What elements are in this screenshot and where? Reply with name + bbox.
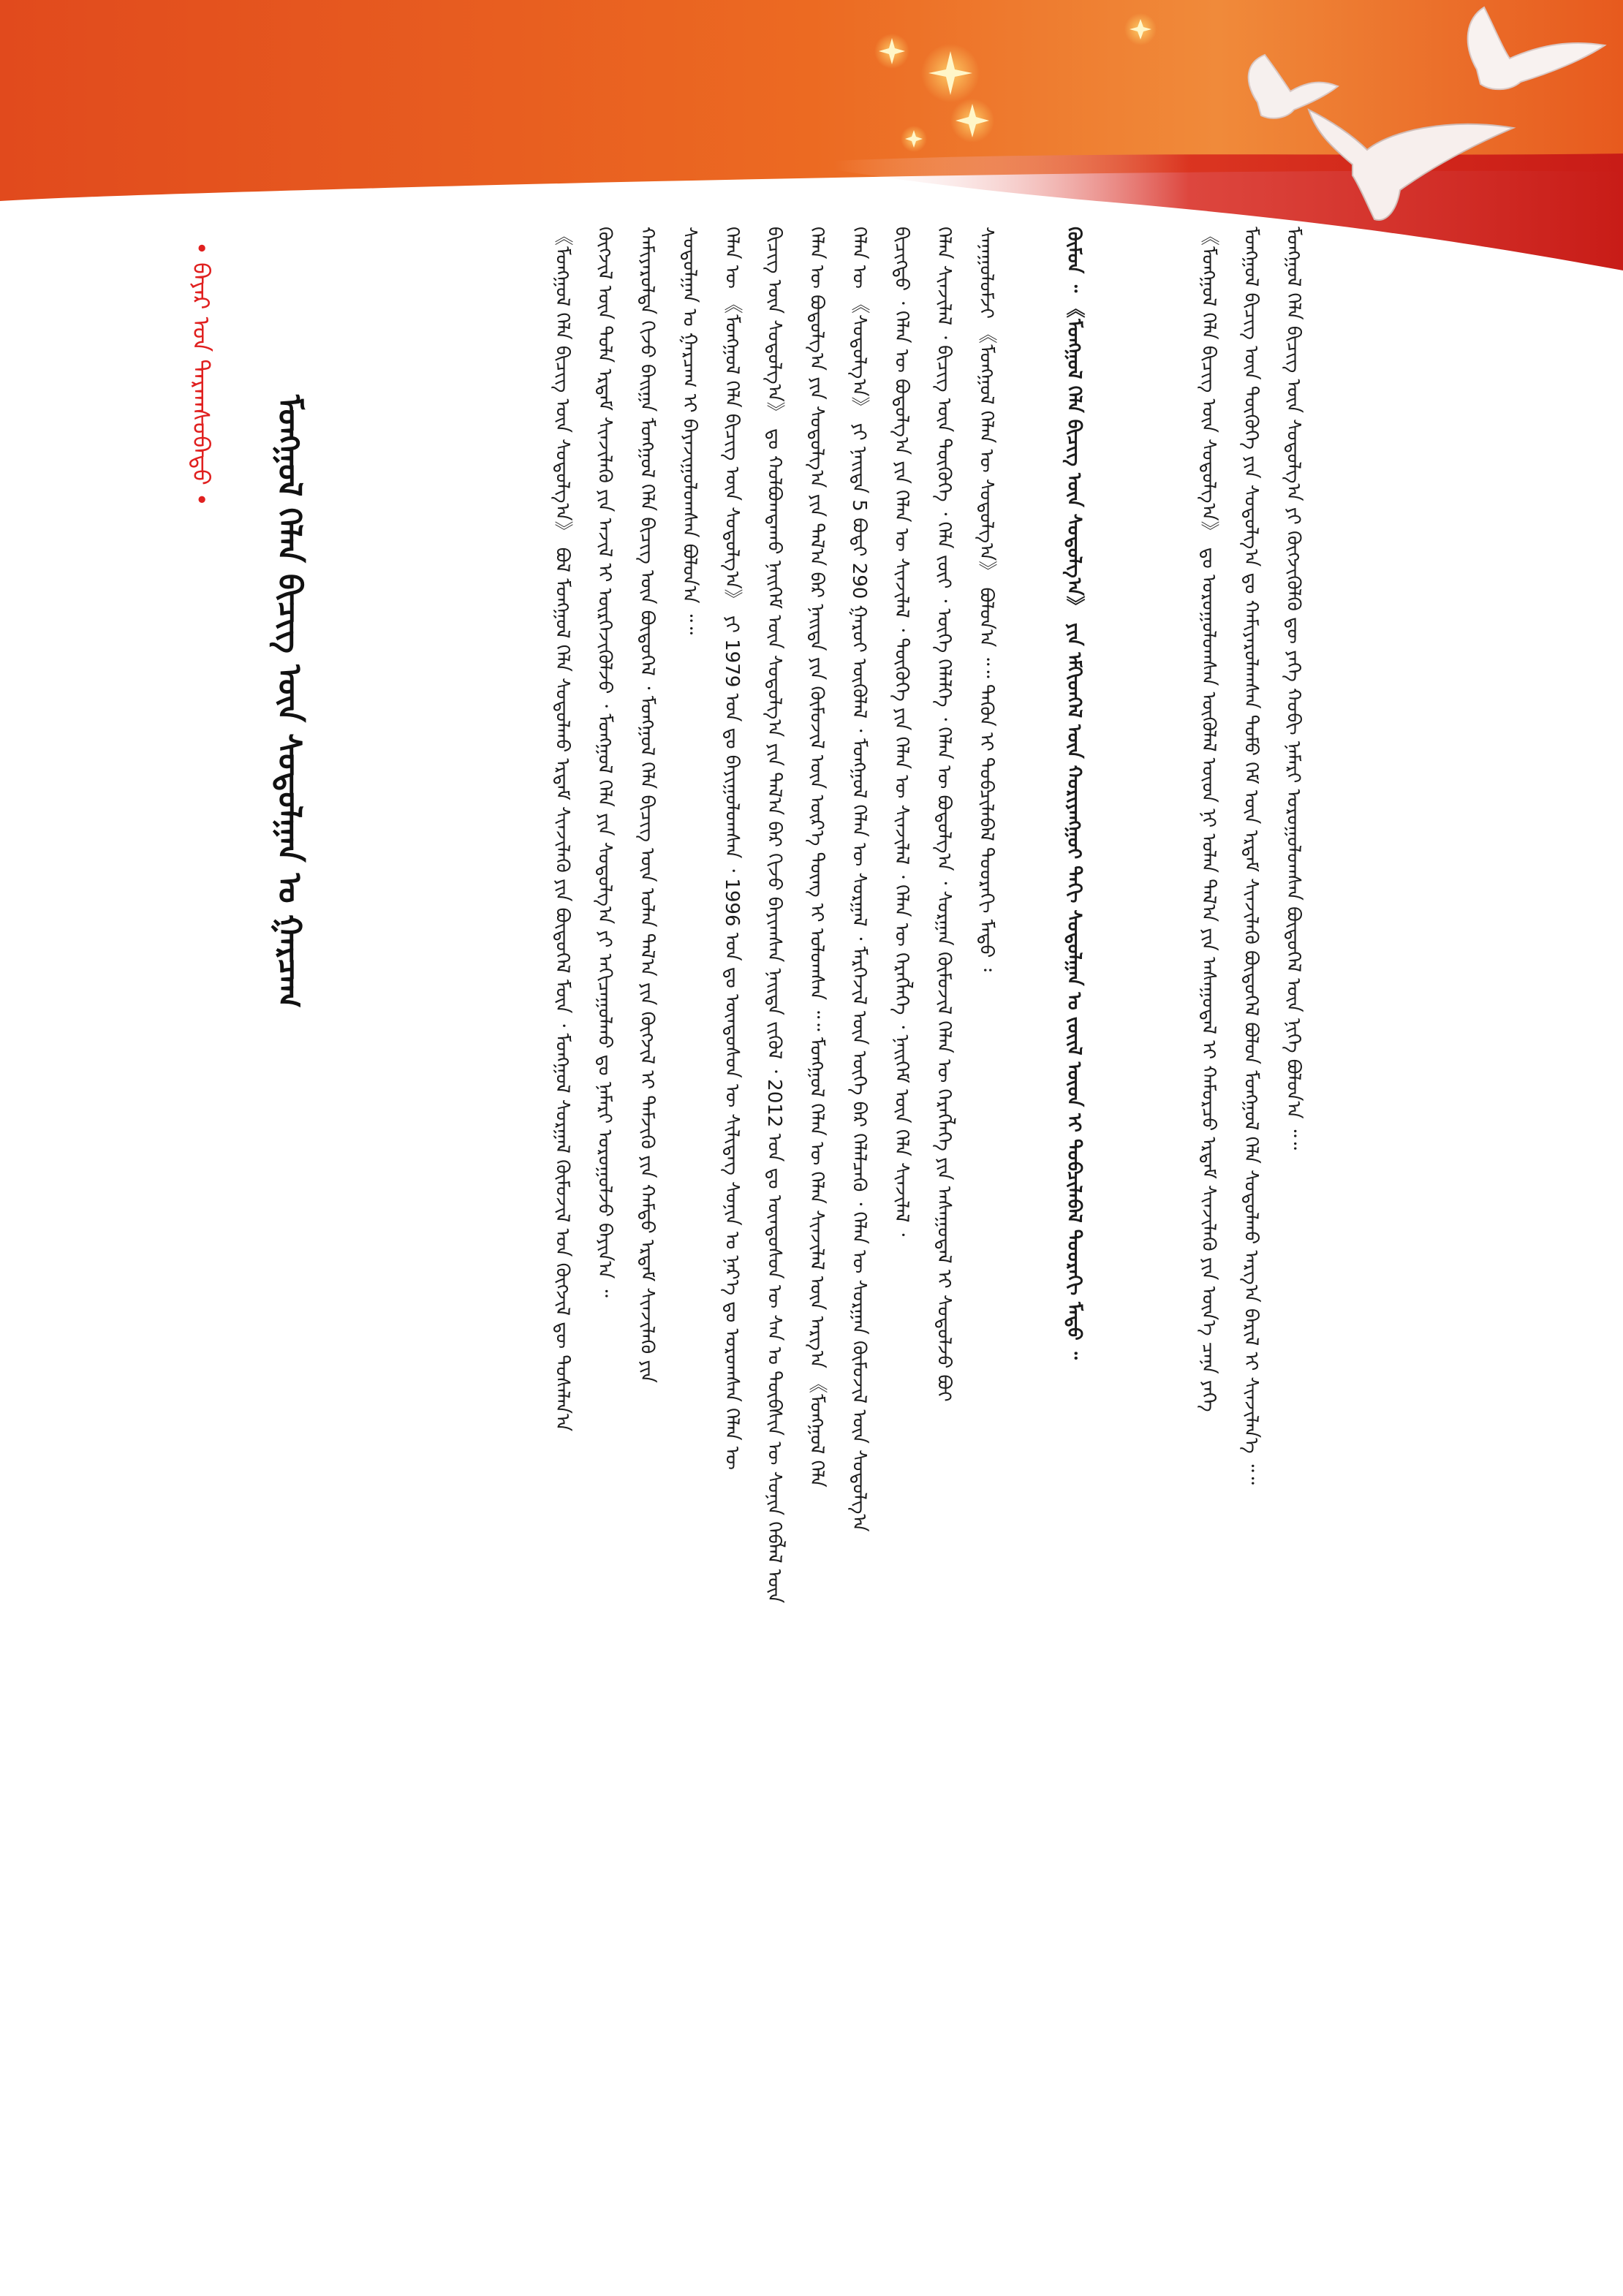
- paragraph-column: ᠬᠠᠮᠢᠶᠠᠷᠤᠯᠲᠠ ᠬᠢᠵᠦ ᠪᠠᠢᠭᠠ ᠮᠣᠩᠭᠣᠯ ᠬᠡᠯᠡ ᠪᠢᠴᠢᠭ ᠦᠨ ᠪᠦᠲᠦᠭᠡᠯ ᠂ ᠮᠣᠩᠭᠣᠯ ᠬᠡᠯᠡ ᠪᠢᠴᠢᠭ ᠦᠨ ᠣᠯᠠᠨ ᠲᠠᠯ᠎ᠠ ᠶᠢᠨ ᠬᠥᠭᠵᠢᠯ ᠢ ᠳᠡᠮᠵᠢᠬᠦ ᠶᠢᠨ ᠬᠠᠮᠲᠤ ᠡᠷᠳᠡᠮ ᠰᠢᠨᠵᠢᠯᠡᠬᠦ ᠶᠢᠨ: [636, 227, 658, 1383]
- paragraph-column: ᠬᠡᠯᠡᠨ ᠦ ᠪᠣᠳᠣᠯᠭ᠎ᠠ ᠶᠢᠨ ᠰᠤᠳᠤᠯᠭ᠎ᠠ ᠶᠢᠨ ᠲᠠᠯ᠎ᠠ ᠪᠡᠷ ᠨᠡᠢᠲᠡ ᠶᠢᠨ ᠬᠦᠮᠦᠵᠢᠯ ᠦᠨ ᠦᠷ᠎ᠡ ᠳᠦᠩ ᠢ ᠣᠯᠤᠭᠰᠠᠨ ᠃᠃ ᠮᠣᠩᠭᠣᠯ ᠬᠡᠯᠡᠨ ᠦ ᠬᠡᠯᠡᠨ ᠰᠢᠨᠵᠢᠯᠡᠯ ᠦᠨ ᠠᠷᠭ᠎ᠠ 《ᠮᠣᠩᠭᠣᠯ ᠬᠡᠯᠡ: [806, 227, 828, 1488]
- paragraph-column: ᠪᠢᠴᠢᠭ ᠦᠨ ᠰᠤᠳᠤᠯᠭ᠎ᠠ》 ᠳᠤ ᠬᠣᠯᠪᠣᠭᠳᠠᠬᠤ ᠨᠡᠢᠭᠡᠮ ᠦᠨ ᠰᠤᠳᠤᠯᠭ᠎ᠠ ᠶᠢᠨ ᠲᠠᠯ᠎ᠠ ᠪᠡᠷ ᠬᠢᠵᠦ ᠪᠠᠶᠢᠭᠰᠠᠨ ᠨᠡᠢᠲᠡ ᠵᠢᠭᠦᠯ ᠂ 2012 ᠣᠨ ᠳᠤ ᠦᠨᠳᠦᠰᠦᠨ ᠦ ᠰᠠᠨ ᠤ ᠲᠦᠪᠰᠢᠨ ᠦ ᠰᠣᠨᠢᠨ ᠬᠡᠪᠯᠡᠯ ᠦᠨ: [763, 227, 785, 1604]
- paragraph-column: ᠬᠡᠯᠡᠨ ᠦ 《ᠰᠤᠳᠤᠯᠭ᠎ᠠ》 ᠶᠢ ᠨᠡᠢᠲᠡ 5 ᠪᠣᠳᠢ 290 ᠭᠠᠷᠤᠢ ᠥᠭᠦᠯᠡᠯ ᠂ ᠮᠣᠩᠭᠣᠯ ᠬᠡᠯᠡᠨ ᠦ ᠰᠤᠷᠭᠠᠯ ᠂ ᠮᠡᠷᠭᠡᠵᠢᠯ ᠦᠨ ᠦᠭᠡ ᠪᠡᠷ ᠬᠡᠯᠡᠯᠴᠡᠬᠦ ᠂ ᠬᠡᠯᠡᠨ ᠦ ᠰᠤᠷᠭᠠᠨ ᠬᠦᠮᠦᠵᠢᠯ ᠦᠨ ᠰᠤᠳᠤᠯᠭ᠎ᠠ: [848, 227, 870, 1532]
- star-icon: [901, 126, 927, 152]
- paragraph-column: 《ᠮᠣᠩᠭᠣᠯ ᠬᠡᠯᠡ ᠪᠢᠴᠢᠭ ᠦᠨ ᠰᠤᠳᠤᠯᠭ᠎ᠠ》 ᠪᠣᠯ ᠮᠣᠩᠭᠣᠯ ᠬᠡᠯᠡ ᠰᠤᠳᠤᠯᠬᠤ ᠡᠷᠳᠡᠮ ᠰᠢᠨᠵᠢᠯᠡᠬᠦ ᠶᠢᠨ ᠪᠦᠲᠦᠭᠡᠯ ᠮᠥᠨ ᠂ ᠮᠣᠩᠭᠣᠯ ᠰᠤᠷᠭᠠᠯ ᠬᠥᠮᠦᠵᠢᠯ ᠤᠨ ᠬᠥᠭᠵᠢᠯ ᠳᠦ ᠲᠤᠰᠠᠯᠠᠨ᠎ᠠ: [551, 227, 573, 1432]
- paragraph-column: ᠬᠡᠯᠡᠨ ᠦ 《ᠮᠣᠩᠭᠣᠯ ᠬᠡᠯᠡ ᠪᠢᠴᠢᠭ ᠦᠨ ᠰᠤᠳᠤᠯᠭ᠎ᠠ》 ᠶᠢ 1979 ᠣᠨ ᠳᠤ ᠪᠠᠶᠢᠭᠤᠯᠤᠭᠰᠠᠨ ᠂ 1996 ᠣᠨ ᠳᠤ ᠦᠨᠳᠦᠰᠦᠨ ᠦ ᠰᠢᠯᠢᠳᠡᠭ ᠰᠣᠨᠢᠨ ᠤ ᠨᠡᠷ᠎ᠡ ᠳᠤ ᠣᠷᠣᠭᠰᠠᠨ ᠬᠡᠯᠡᠨ ᠦ: [721, 227, 743, 1470]
- author-name: • ᠪᠠᠶᠠᠷ ᠤᠨ ᠳᠠᠷᠬᠠᠰᠤᠪᠠᠳᠤ •: [187, 241, 215, 507]
- paragraph-column: ᠮᠣᠩᠭᠣᠯ ᠬᠡᠯᠡ ᠪᠢᠴᠢᠭ ᠦᠨ ᠰᠤᠳᠤᠯᠭ᠎ᠠ ᠶᠢ ᠬᠥᠭᠵᠢᠭᠦᠯᠬᠦ ᠳᠦ ᠶᠡᠬᠡ ᠬᠤᠪᠢ ᠨᠡᠮᠡᠷᠢ ᠣᠷᠣᠭᠤᠯᠤᠭᠰᠠᠨ ᠪᠦᠲᠦᠭᠡᠯ ᠦᠨ ᠨᠢᠭᠡ ᠪᠣᠯᠤᠨ᠎ᠠ ᠃᠃: [1282, 227, 1304, 1151]
- paragraph-column: ᠬᠥᠭᠵᠢᠯ ᠦᠨ ᠲᠤᠯᠠ ᠡᠷᠳᠡᠮ ᠰᠢᠨᠵᠢᠯᠡᠬᠦ ᠶᠢᠨ ᠠᠵᠢᠯ ᠢ ᠥᠷᠭᠡᠵᠢᠭᠦᠯᠵᠦ ᠂ ᠮᠣᠩᠭᠣᠯ ᠬᠡᠯᠡ ᠶᠢᠨ ᠰᠤᠳᠤᠯᠭ᠎ᠠ ᠶᠢ ᠠᠬᠢᠴᠠᠭᠤᠯᠬᠤ ᠳᠤ ᠨᠡᠮᠡᠷᠢ ᠣᠷᠣᠭᠤᠯᠵᠤ ᠪᠠᠶᠢᠨ᠎ᠠ ᠃: [594, 227, 616, 1297]
- paragraph-column: ᠬᠡᠯᠡᠨ ᠰᠢᠨᠵᠢᠯᠡᠯ ᠂ ᠪᠢᠴᠢᠭ ᠦᠨ ᠲᠦᠭᠦᠬᠡ ᠂ ᠬᠡᠯᠡ ᠵᠦᠢ ᠂ ᠦᠭᠡ ᠬᠡᠯᠡᠯᠭᠡ ᠂ ᠬᠡᠯᠡᠨ ᠦ ᠪᠣᠳᠣᠯᠭ᠎ᠠ ᠂ ᠰᠤᠷᠭᠠᠨ ᠬᠦᠮᠦᠵᠢᠯ ᠬᠡᠯᠡᠨ ᠦ ᠬᠡᠷᠡᠭᠯᠡᠭᠡ ᠶᠢᠨ ᠠᠰᠠᠭᠤᠳᠠᠯ ᠢ ᠰᠤᠳᠤᠯᠵᠤ ᠪᠣᠢ: [933, 227, 955, 1402]
- paragraph-column: ᠪᠢᠴᠢᠭ᠌ᠲᠦ ᠂ ᠬᠡᠯᠡᠨ ᠦ ᠪᠣᠳᠣᠯᠭ᠎ᠠ ᠶᠢᠨ ᠬᠡᠯᠡᠨ ᠦ ᠰᠢᠨᠵᠢᠯᠡᠯ ᠂ ᠲᠦᠭᠦᠬᠡ ᠶᠢᠨ ᠬᠡᠯᠡᠨ ᠦ ᠰᠢᠨᠵᠢᠯᠡᠯ ᠂ ᠬᠡᠯᠡᠨ ᠦ ᠬᠡᠷᠡᠭᠯᠡᠭᠡ ᠂ ᠨᠡᠢᠭᠡᠮ ᠦᠨ ᠬᠡᠯᠡ ᠰᠢᠨᠵᠢᠯᠡᠯ ᠂: [890, 227, 912, 1237]
- star-icon: [874, 34, 909, 69]
- section-heading-column: ᠬᠦᠮᠦᠨ ᠃ 《ᠮᠣᠩᠭᠣᠯ ᠬᠡᠯᠡ ᠪᠢᠴᠢᠭ ᠦᠨ ᠰᠤᠳᠤᠯᠭ᠎ᠠ》 ᠶᠢᠨ ᠡᠮᠬᠢᠳᠬᠡᠯ ᠦᠨ ᠬᠤᠷᠢᠶᠠᠩᠭᠤᠢ ᠳᠠᠬᠢ ᠰᠤᠳᠤᠯᠭᠠᠨ ᠤ ᠵᠦᠢᠯ ᠦᠳ ᠢ ᠲᠣᠪᠴᠢᠯᠠᠪᠠᠯ ᠳᠣᠣᠷᠠᠬᠢ ᠮᠡᠲᠦ ᠃: [1063, 227, 1085, 1360]
- star-icon: [921, 44, 980, 102]
- paragraph-column: ᠰᠠᠨᠠᠭᠤᠯᠤᠮᠵᠢ 《ᠮᠣᠩᠭᠣᠯ ᠬᠡᠯᠡᠨ ᠦ ᠰᠤᠳᠤᠯᠭ᠎ᠠ》 ᠪᠣᠯᠤᠨ᠎ᠠ ᠃᠃ ᠲᠡᠭᠦᠨ ᠢ ᠲᠣᠪᠴᠢᠯᠠᠪᠠᠯ ᠳᠣᠣᠷᠠᠬᠢ ᠮᠡᠲᠦ ᠄: [975, 227, 997, 971]
- star-icon: [1124, 13, 1157, 45]
- star-icon: [950, 99, 994, 143]
- paragraph-column: ᠰᠤᠳᠤᠯᠭᠠᠨ ᠤ ᠭᠠᠷᠴᠠᠭ ᠢ ᠪᠠᠶᠠᠵᠢᠭᠤᠯᠤᠭᠰᠠᠨ ᠪᠣᠯᠤᠨ᠎ᠠ ᠃᠃: [678, 227, 700, 635]
- paragraph-column: ᠮᠣᠩᠭᠣᠯ ᠪᠢᠴᠢᠭ ᠦᠨ ᠲᠦᠭᠦᠬᠡ ᠶᠢᠨ ᠰᠤᠳᠤᠯᠭ᠎ᠠ ᠳᠤ ᠬᠠᠮᠢᠶᠠᠷᠤᠯᠠᠭᠰᠠᠨ ᠲᠣᠮᠣ ᠬᠡᠮ ᠦᠨ ᠡᠷᠳᠡᠮ ᠰᠢᠨᠵᠢᠯᠡᠬᠦ ᠪᠦᠲᠦᠭᠡᠯ ᠪᠣᠯᠤᠨ ᠮᠣᠩᠭᠣᠯ ᠬᠡᠯᠡ ᠰᠤᠳᠤᠯᠬᠤ ᠠᠷᠭ᠎ᠠ ᠪᠠᠷᠢᠯ ᠢ ᠰᠢᠨᠵᠢᠯᠡᠨ᠎ᠡ ᠃᠃: [1240, 227, 1262, 1485]
- article-body: [175, 227, 1316, 2229]
- paragraph-column: 《ᠮᠣᠩᠭᠣᠯ ᠬᠡᠯᠡ ᠪᠢᠴᠢᠭ ᠦᠨ ᠰᠤᠳᠤᠯᠭ᠎ᠠ》 ᠳᠤ ᠣᠷᠣᠭᠤᠯᠤᠭᠰᠠᠨ ᠥᠭᠦᠯᠡᠯ ᠦᠳ ᠨᠢ ᠣᠯᠠᠨ ᠲᠠᠯ᠎ᠠ ᠶᠢᠨ ᠠᠰᠠᠭᠤᠳᠠᠯ ᠢ ᠬᠠᠮᠤᠷᠴᠤ ᠡᠷᠳᠡᠮ ᠰᠢᠨᠵᠢᠯᠡᠬᠦ ᠶᠢᠨ ᠦᠨ᠎ᠡ ᠴᠡᠨᠡ ᠶᠡᠬᠡ: [1198, 227, 1219, 1412]
- page-title: ᠮᠣᠩᠭᠣᠯ ᠬᠡᠯᠡᠨ ᠪᠢᠴᠢᠭ ᠦᠨ ᠰᠤᠳᠤᠯᠭᠠᠨ ᠤ ᠭᠠᠷᠴᠠᠭ: [270, 395, 308, 1009]
